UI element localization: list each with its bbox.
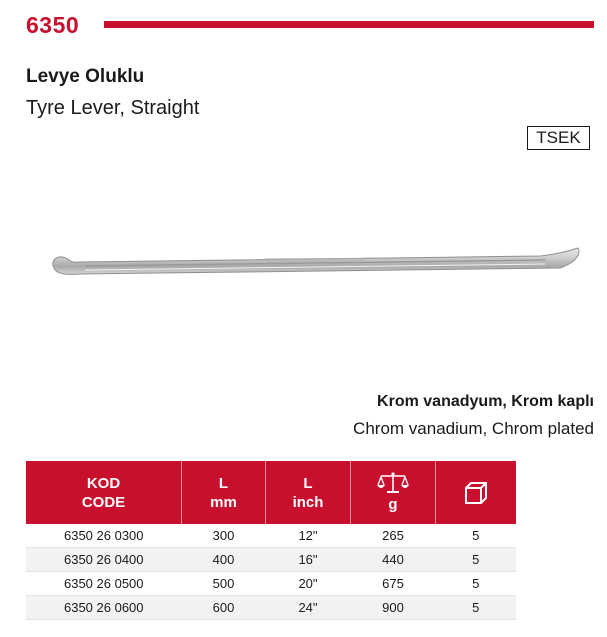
package-box-icon (463, 481, 489, 505)
cell-length-mm: 600 (182, 596, 266, 620)
cell-weight: 900 (351, 596, 436, 620)
cell-length-inch: 20" (266, 572, 351, 596)
cell-code: 6350 26 0300 (26, 524, 182, 548)
cell-package: 5 (436, 596, 517, 620)
product-title-english: Tyre Lever, Straight (26, 97, 200, 119)
cell-code: 6350 26 0600 (26, 596, 182, 620)
tyre-lever-tool-icon (40, 236, 585, 286)
cell-weight: 675 (351, 572, 436, 596)
header-weight: g (351, 461, 436, 524)
table-row (26, 548, 516, 572)
cell-weight: 440 (351, 548, 436, 572)
cell-package: 5 (436, 524, 517, 548)
header-length-inch: L inch (266, 461, 351, 524)
table-row (26, 524, 516, 548)
cell-package: 5 (436, 572, 517, 596)
cell-length-inch: 16" (266, 548, 351, 572)
cell-length-mm: 400 (182, 548, 266, 572)
cell-weight: 265 (351, 524, 436, 548)
cell-length-mm: 500 (182, 572, 266, 596)
cell-package: 5 (436, 548, 517, 572)
scale-icon (376, 471, 410, 495)
material-english: Chrom vanadium, Chrom plated (353, 419, 594, 438)
cell-length-inch: 12" (266, 524, 351, 548)
header-rule (104, 21, 594, 28)
table-row (26, 596, 516, 620)
standard-badge: TSEK (527, 126, 590, 150)
header-package (436, 461, 517, 524)
catalog-code-number: 6350 (26, 12, 80, 38)
material-turkish: Krom vanadyum, Krom kaplı (377, 393, 594, 410)
spec-table (26, 461, 516, 620)
cell-code: 6350 26 0400 (26, 548, 182, 572)
product-title-turkish: Levye Oluklu (26, 66, 145, 87)
table-row (26, 572, 516, 596)
cell-length-inch: 24" (266, 596, 351, 620)
cell-code: 6350 26 0500 (26, 572, 182, 596)
cell-length-mm: 300 (182, 524, 266, 548)
header-code: KOD CODE (26, 461, 182, 524)
header-length-mm: L mm (182, 461, 266, 524)
table-header-row (26, 461, 516, 524)
